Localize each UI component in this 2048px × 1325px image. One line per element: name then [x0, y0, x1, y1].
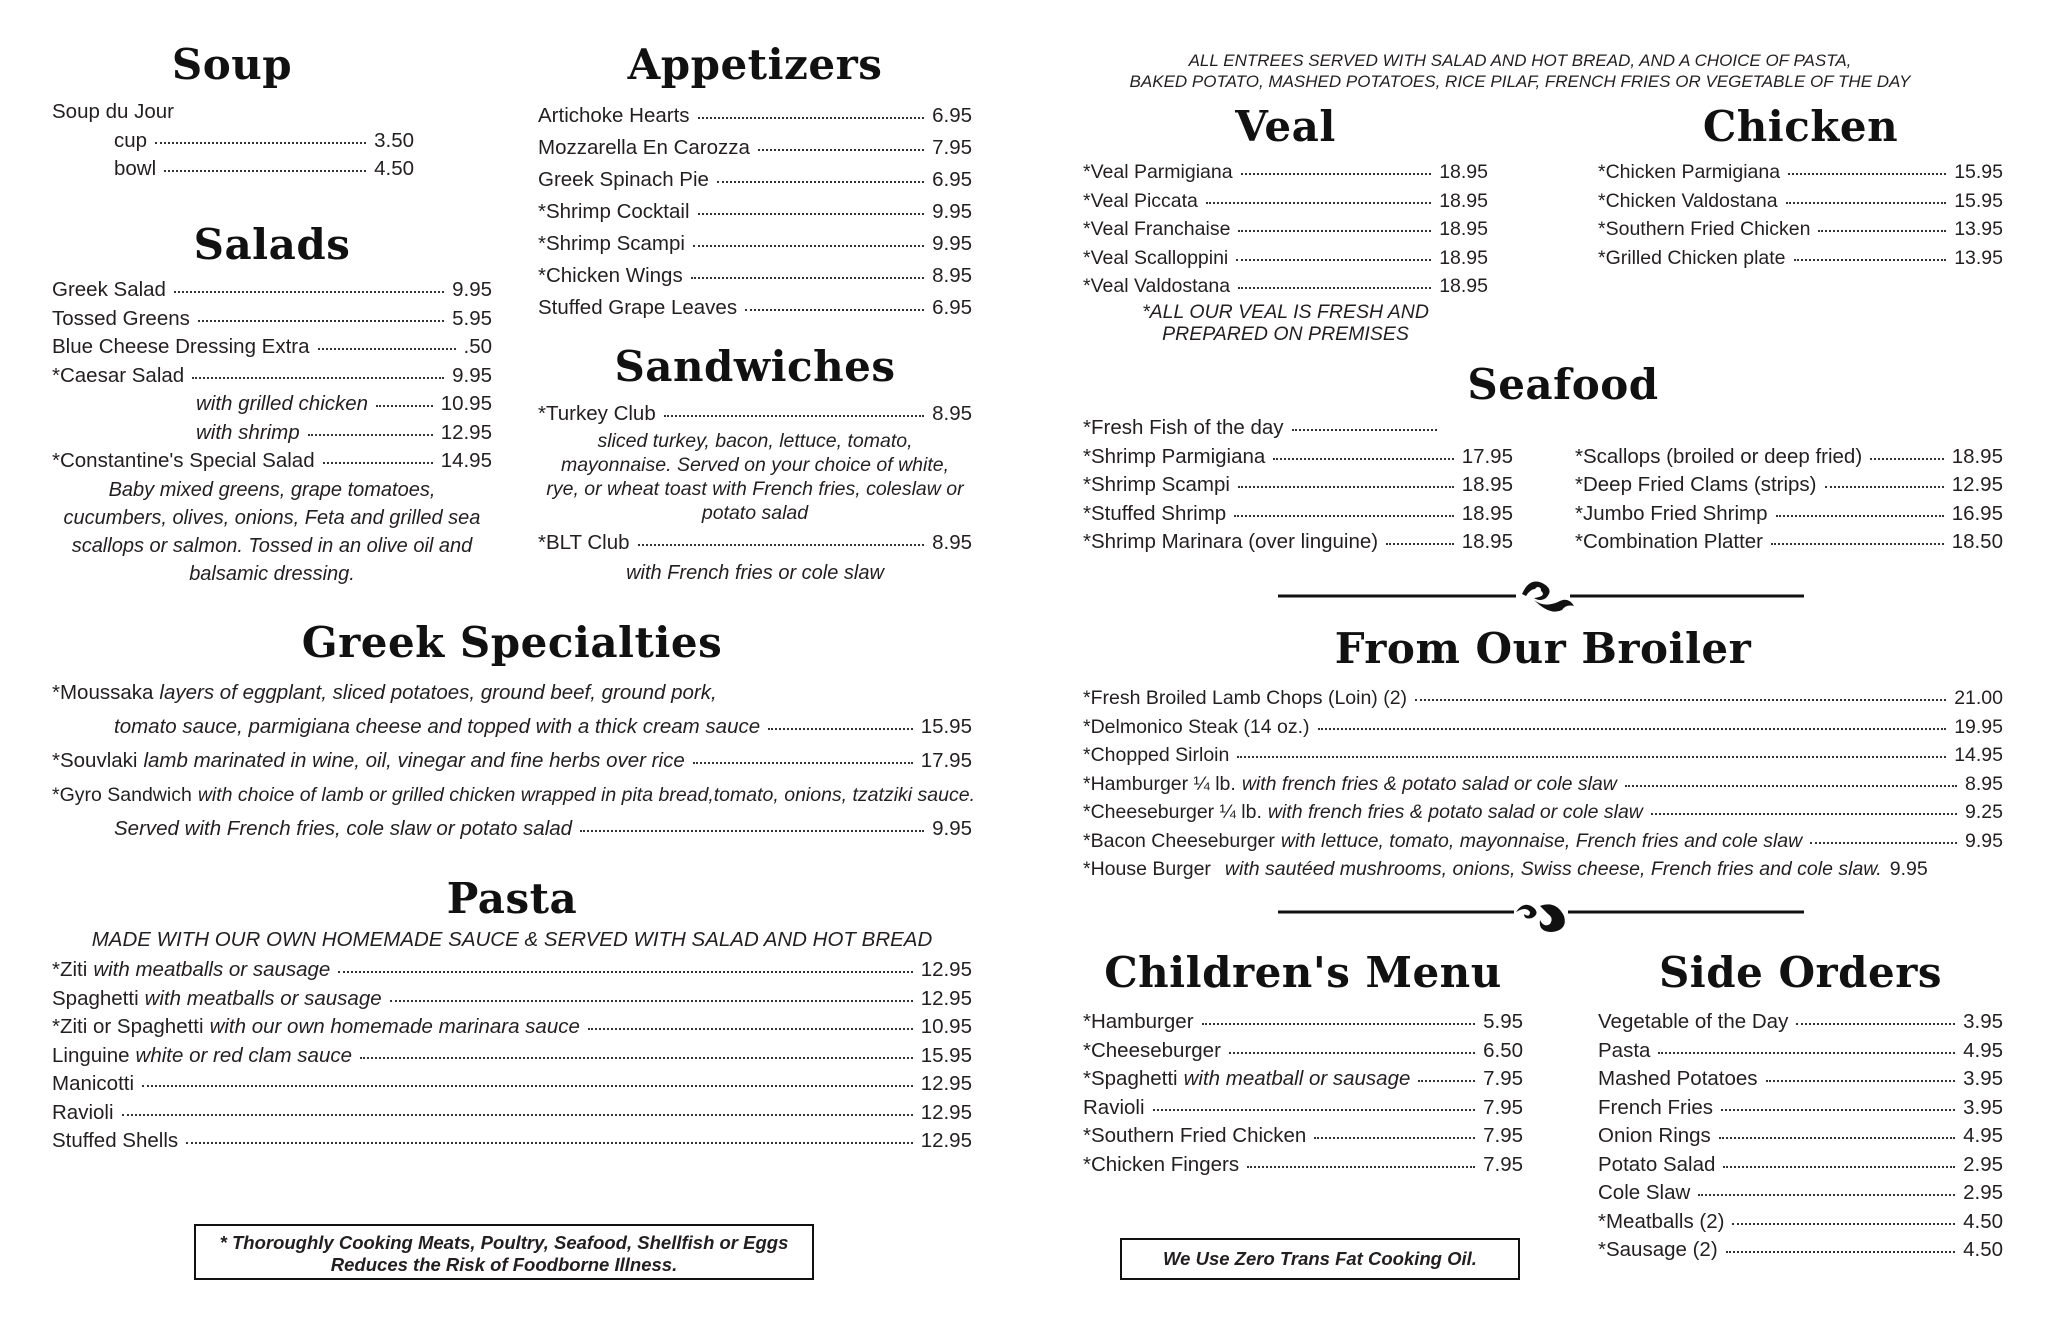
menu-item: *Meatballs (2) 4.50 — [1598, 1209, 2003, 1233]
menu-item: *Chicken Valdostana 15.95 — [1598, 189, 2003, 212]
menu-item: *Shrimp Cocktail 9.95 — [538, 200, 972, 223]
menu-item: *Souvlaki lamb marinated in wine, oil, vinegar and fine herbs over rice 17.95 — [52, 749, 972, 772]
salads-section — [52, 220, 492, 588]
entrees-note-line1: ALL ENTREES SERVED WITH SALAD AND HOT BREAD, AND A CHOICE OF PASTA, — [1188, 51, 1852, 70]
menu-item: Vegetable of the Day 3.95 — [1598, 1010, 2003, 1033]
menu-item: *Hamburger 5.95 — [1083, 1010, 1523, 1033]
menu-item: *Shrimp Scampi 18.95 — [1083, 473, 1513, 496]
menu-item: Ravioli 12.95 — [52, 1100, 972, 1124]
menu-item: Mozzarella En Carozza 7.95 — [538, 136, 972, 159]
menu-item-continued: tomato sauce, parmigiana cheese and topped with a thick cream sauce 15.95 — [114, 715, 972, 738]
menu-item: *Veal Parmigiana 18.95 — [1083, 161, 1488, 183]
menu-item: Greek Spinach Pie 6.95 — [538, 168, 972, 191]
sides-section — [1598, 948, 2003, 1265]
menu-item: *Sausage (2) 4.50 — [1598, 1238, 2003, 1261]
soup-item: Soup du Jour — [52, 100, 174, 123]
menu-item: Spaghetti with meatballs or sausage 12.95 — [52, 986, 972, 1010]
broiler-list — [1083, 684, 2003, 884]
children-section — [1083, 948, 1523, 1179]
seafood-columns — [1083, 443, 2003, 557]
sandwiches-section — [538, 342, 972, 589]
menu-item: Manicotti 12.95 — [52, 1072, 972, 1095]
ornament-divider-icon — [1278, 894, 1804, 940]
menu-item: *Constantine's Special Salad 14.95 — [52, 449, 492, 472]
sides-title: Side Orders — [1658, 948, 1943, 997]
menu-item: Stuffed Grape Leaves 6.95 — [538, 296, 972, 319]
salads-title: Salads — [193, 220, 351, 269]
salads-list — [52, 276, 492, 476]
children-title: Children's Menu — [1104, 948, 1502, 997]
blt-description: with French fries or cole slaw — [626, 562, 884, 584]
menu-item: Linguine white or red clam sauce 15.95 — [52, 1043, 972, 1067]
soup-cup-row: cup 3.50 — [114, 128, 414, 152]
seafood-section — [1083, 360, 2003, 557]
salad-description: Baby mixed greens, grape tomatoes, cucumbers, olives, onions, Feta and grilled sea scallops or salmon. Tossed in an olive oil and balsamic dressing. — [63, 478, 481, 585]
menu-item: *Caesar Salad 9.95 — [52, 363, 492, 387]
menu-item: *Gyro Sandwich with choice of lamb or grilled chicken wrapped in pita bread,tomato, onions, tzatziki sauce. — [52, 784, 975, 806]
menu-item: *Cheeseburger 6.50 — [1083, 1038, 1523, 1062]
appetizers-title: Appetizers — [627, 40, 883, 89]
menu-item: *Fresh Fish of the day — [1083, 414, 1445, 443]
menu-item: *Veal Scalloppini 18.95 — [1083, 246, 1488, 269]
menu-item: *Ziti with meatballs or sausage 12.95 — [52, 958, 972, 981]
pasta-subtitle: MADE WITH OUR OWN HOMEMADE SAUCE & SERVED WITH SALAD AND HOT BREAD — [91, 928, 933, 951]
menu-item: Potato Salad 2.95 — [1598, 1152, 2003, 1176]
menu-item: *Jumbo Fried Shrimp 16.95 — [1575, 501, 2003, 525]
veal-title: Veal — [1235, 102, 1336, 151]
menu-item: *Chicken Fingers 7.95 — [1083, 1152, 1523, 1176]
menu-item: Onion Rings 4.95 — [1598, 1124, 2003, 1147]
trans-fat-note: We Use Zero Trans Fat Cooking Oil. — [1120, 1238, 1520, 1280]
appetizers-section — [538, 40, 972, 324]
veal-note: *ALL OUR VEAL IS FRESH AND PREPARED ON PREMISES — [1142, 300, 1429, 345]
pasta-section — [52, 874, 972, 1156]
menu-item: *Grilled Chicken plate 13.95 — [1598, 246, 2003, 269]
entrees-note-line2: BAKED POTATO, MASHED POTATOES, RICE PILAF, FRENCH FRIES OR VEGETABLE OF THE DAY — [1129, 72, 1911, 91]
menu-item: Ravioli 7.95 — [1083, 1095, 1523, 1119]
menu-item: *Spaghetti with meatball or sausage 7.95 — [1083, 1067, 1523, 1090]
menu-item: *Cheeseburger ¼ lb. with french fries & potato salad or cole slaw 9.25 — [1083, 801, 2003, 823]
veal-section — [1083, 102, 1488, 345]
seafood-title: Seafood — [1467, 360, 1659, 409]
menu-item: French Fries 3.95 — [1598, 1095, 2003, 1119]
menu-item: *Stuffed Shrimp 18.95 — [1083, 501, 1513, 525]
chicken-title: Chicken — [1702, 102, 1899, 151]
menu-item: *BLT Club 8.95 — [538, 530, 972, 554]
menu-item: *Shrimp Parmigiana 17.95 — [1083, 444, 1513, 468]
menu-item: Greek Salad 9.95 — [52, 278, 492, 301]
menu-item: *Veal Piccata 18.95 — [1083, 189, 1488, 212]
children-list — [1083, 1008, 1523, 1179]
greek-section — [52, 618, 975, 846]
foodborne-warning: * Thoroughly Cooking Meats, Poultry, Seafood, Shellfish or Eggs Reduces the Risk of Foodborne Illness. — [194, 1224, 814, 1280]
menu-item: *Chicken Parmigiana 15.95 — [1598, 161, 2003, 183]
menu-item: *Fresh Broiled Lamb Chops (Loin) (2) 21.00 — [1083, 687, 2003, 709]
menu-item-continued: Served with French fries, cole slaw or potato salad 9.95 — [114, 817, 972, 840]
turkey-description: sliced turkey, bacon, lettuce, tomato, mayonnaise. Served on your choice of white, rye, or wheat toast with French fries, coleslaw or potato salad — [546, 429, 964, 524]
pasta-title: Pasta — [446, 874, 578, 923]
menu-item: *House Burger with sautéed mushrooms, onions, Swiss cheese, French fries and cole slaw. 9.95 — [1083, 858, 1928, 880]
broiler-title: From Our Broiler — [1334, 624, 1752, 673]
menu-item: Tossed Greens 5.95 — [52, 306, 492, 330]
menu-item: Mashed Potatoes 3.95 — [1598, 1067, 2003, 1090]
menu-item: Blue Cheese Dressing Extra .50 — [52, 335, 492, 358]
menu-item: *Veal Valdostana 18.95 — [1083, 275, 1488, 297]
broiler-section — [1083, 624, 2003, 884]
chicken-list — [1598, 158, 2003, 272]
veal-list — [1083, 158, 1488, 301]
menu-item: Pasta 4.95 — [1598, 1038, 2003, 1062]
menu-item: *Bacon Cheeseburger with lettuce, tomato, mayonnaise, French fries and cole slaw 9.95 — [1083, 829, 2003, 852]
soup-bowl-row: bowl 4.50 — [114, 157, 414, 180]
entrees-note — [1080, 50, 1960, 92]
menu-item: *Southern Fried Chicken 7.95 — [1083, 1124, 1523, 1147]
menu-item: *Shrimp Scampi 9.95 — [538, 232, 972, 255]
ornament-divider-icon — [1278, 570, 1804, 616]
chicken-section — [1598, 102, 2003, 272]
menu-item: *Southern Fried Chicken 13.95 — [1598, 218, 2003, 240]
soup-title: Soup — [171, 40, 293, 89]
seafood-list-right — [1575, 443, 2003, 557]
menu-item-option: with grilled chicken 10.95 — [196, 392, 492, 415]
menu-item-option: with shrimp 12.95 — [196, 420, 492, 444]
sandwiches-title: Sandwiches — [614, 342, 896, 391]
menu-item: *Moussaka layers of eggplant, sliced potatoes, ground beef, ground pork, — [52, 681, 717, 704]
menu-item: *Delmonico Steak (14 oz.) 19.95 — [1083, 715, 2003, 738]
sides-list — [1598, 1008, 2003, 1265]
menu-item: *Ziti or Spaghetti with our own homemade marinara sauce 10.95 — [52, 1015, 972, 1038]
menu-item: *Chicken Wings 8.95 — [538, 264, 972, 287]
seafood-list-left — [1083, 443, 1513, 557]
menu-item: *Turkey Club 8.95 — [538, 402, 972, 425]
menu-item: *Combination Platter 18.50 — [1575, 530, 2003, 553]
menu-item: *Deep Fried Clams (strips) 12.95 — [1575, 473, 2003, 496]
menu-item: *Chopped Sirloin 14.95 — [1083, 744, 2003, 766]
menu-item: *Hamburger ¼ lb. with french fries & potato salad or cole slaw 8.95 — [1083, 772, 2003, 795]
greek-title: Greek Specialties — [301, 618, 723, 667]
pasta-list — [52, 956, 972, 1156]
menu-item: Artichoke Hearts 6.95 — [538, 104, 972, 127]
menu-item: *Scallops (broiled or deep fried) 18.95 — [1575, 444, 2003, 468]
menu-item: *Veal Franchaise 18.95 — [1083, 218, 1488, 240]
appetizers-list — [538, 100, 972, 324]
menu-item: *Shrimp Marinara (over linguine) 18.95 — [1083, 530, 1513, 553]
menu-item: Cole Slaw 2.95 — [1598, 1181, 2003, 1204]
menu-item: Stuffed Shells 12.95 — [52, 1129, 972, 1152]
soup-section — [52, 40, 412, 184]
